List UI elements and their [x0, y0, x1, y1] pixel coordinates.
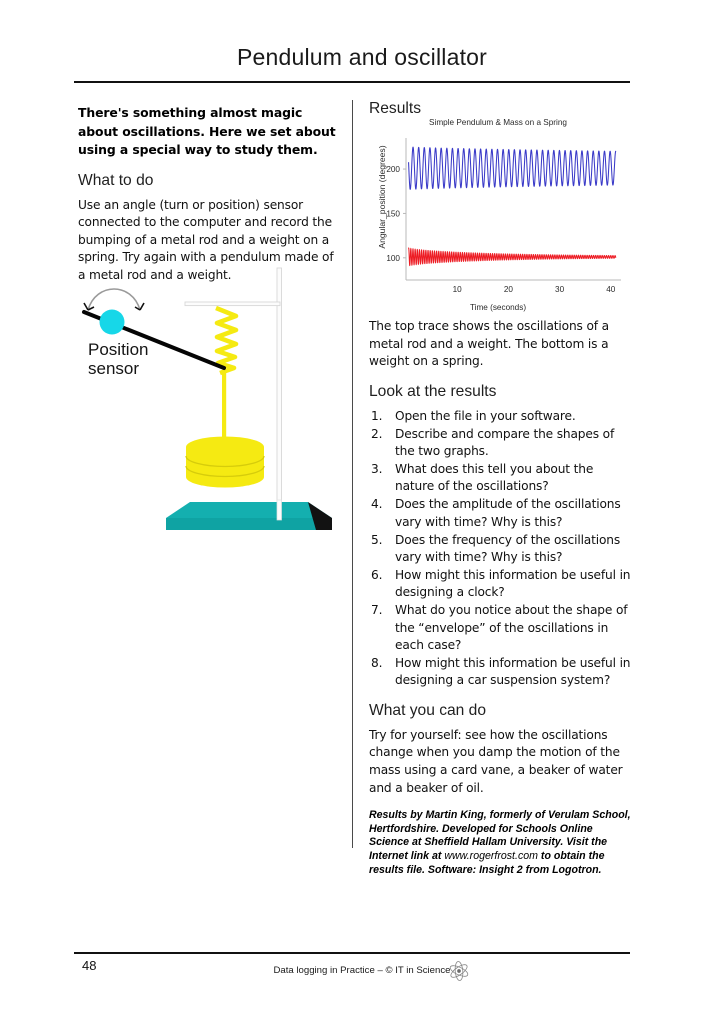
heading-look-at-the-results: Look at the results: [369, 382, 497, 400]
heading-results: Results: [369, 100, 421, 117]
credits-text-part2: to obtain the results file. Software: Insight 2 from Logotron.: [369, 849, 605, 876]
lead-paragraph: There's something almost magic about oscillations. Here we set about using a special way to study them.: [78, 105, 336, 157]
chart-x-tick-label: 30: [555, 285, 565, 294]
question-item: What do you notice about the shape of the “envelope” of the oscillations in each case?: [395, 603, 628, 653]
chart-series-pendulum: [409, 147, 616, 189]
footer-text: Data logging in Practice – © IT in Science: [273, 965, 451, 976]
credits-url[interactable]: www.rogerfrost.com: [444, 849, 538, 862]
heading-what-to-do: What to do: [78, 171, 154, 189]
question-list: [369, 408, 631, 690]
chart-x-tick-label: 20: [503, 285, 513, 294]
apparatus-svg: [78, 262, 342, 538]
chart-x-axis-label: Time (seconds): [469, 303, 527, 312]
chart-x-tick-label: 10: [452, 285, 462, 294]
chart-title: Simple Pendulum & Mass on a Spring: [429, 118, 567, 127]
credits-text-part1: Results by Martin King, formerly of Verulam School, Hertfordshire. Developed for Schools Online Science at Sheffield Hallam University. Visit the Internet link at: [369, 809, 631, 862]
chart-y-tick-label: 200: [386, 165, 400, 175]
results-chart: [369, 118, 627, 312]
page-title: Pendulum and oscillator: [236, 44, 488, 70]
what-to-do-body: Use an angle (turn or position) sensor connected to the computer and record the bumping of a metal rod and a weight on a spring. Try again with a pendulum made of a metal rod and a weight.: [78, 197, 334, 282]
position-sensor-ball: [100, 310, 125, 335]
position-sensor-label-line1: Position: [88, 340, 149, 359]
question-item: What does this tell you about the nature of the oscillations?: [395, 462, 594, 494]
weight-stack: [186, 437, 264, 488]
chart-plot-area: [369, 128, 627, 300]
stand-base: [166, 502, 332, 530]
question-item: How might this information be useful in designing a car suspension system?: [395, 655, 631, 688]
credits-block: [369, 809, 631, 877]
question-item: Describe and compare the shapes of the two graphs.: [395, 426, 615, 459]
atom-logo-icon: [446, 958, 472, 984]
header-divider-rule: [74, 81, 630, 83]
question-item: Open the file in your software.: [395, 408, 576, 423]
question-item: How might this information be useful in designing a clock?: [395, 567, 631, 600]
spring-coil: [216, 308, 236, 373]
column-divider: [352, 100, 353, 848]
right-column-body: [369, 318, 631, 877]
question-item: Does the frequency of the oscillations vary with time? Why is this?: [395, 532, 621, 565]
swing-arc-icon: [84, 289, 144, 310]
chart-caption: The top trace shows the oscillations of a metal rod and a weight. The bottom is a weight on a spring.: [369, 319, 609, 369]
chart-y-axis-label: Angular_position (degrees): [377, 145, 387, 249]
chart-y-tick-label: 150: [386, 209, 400, 219]
chart-series-spring: [409, 248, 616, 265]
heading-what-you-can-do: What you can do: [369, 701, 487, 719]
stand-pole-foot: [277, 500, 282, 520]
position-sensor-label: [88, 340, 148, 378]
position-sensor-label-line2: sensor: [88, 359, 140, 378]
stand-arm: [185, 302, 280, 306]
page-number: 48: [82, 958, 97, 973]
chart-y-tick-label: 100: [386, 253, 400, 263]
footer-divider-rule: [74, 952, 630, 954]
question-item: Does the amplitude of the oscillations vary with time? Why is this?: [395, 497, 621, 529]
what-you-can-do-body: Try for yourself: see how the oscillations change when you damp the motion of the mass using a card vane, a beaker of water and a beaker of oil.: [369, 727, 623, 795]
chart-x-tick-label: 40: [606, 285, 616, 294]
apparatus-diagram: [78, 262, 342, 538]
